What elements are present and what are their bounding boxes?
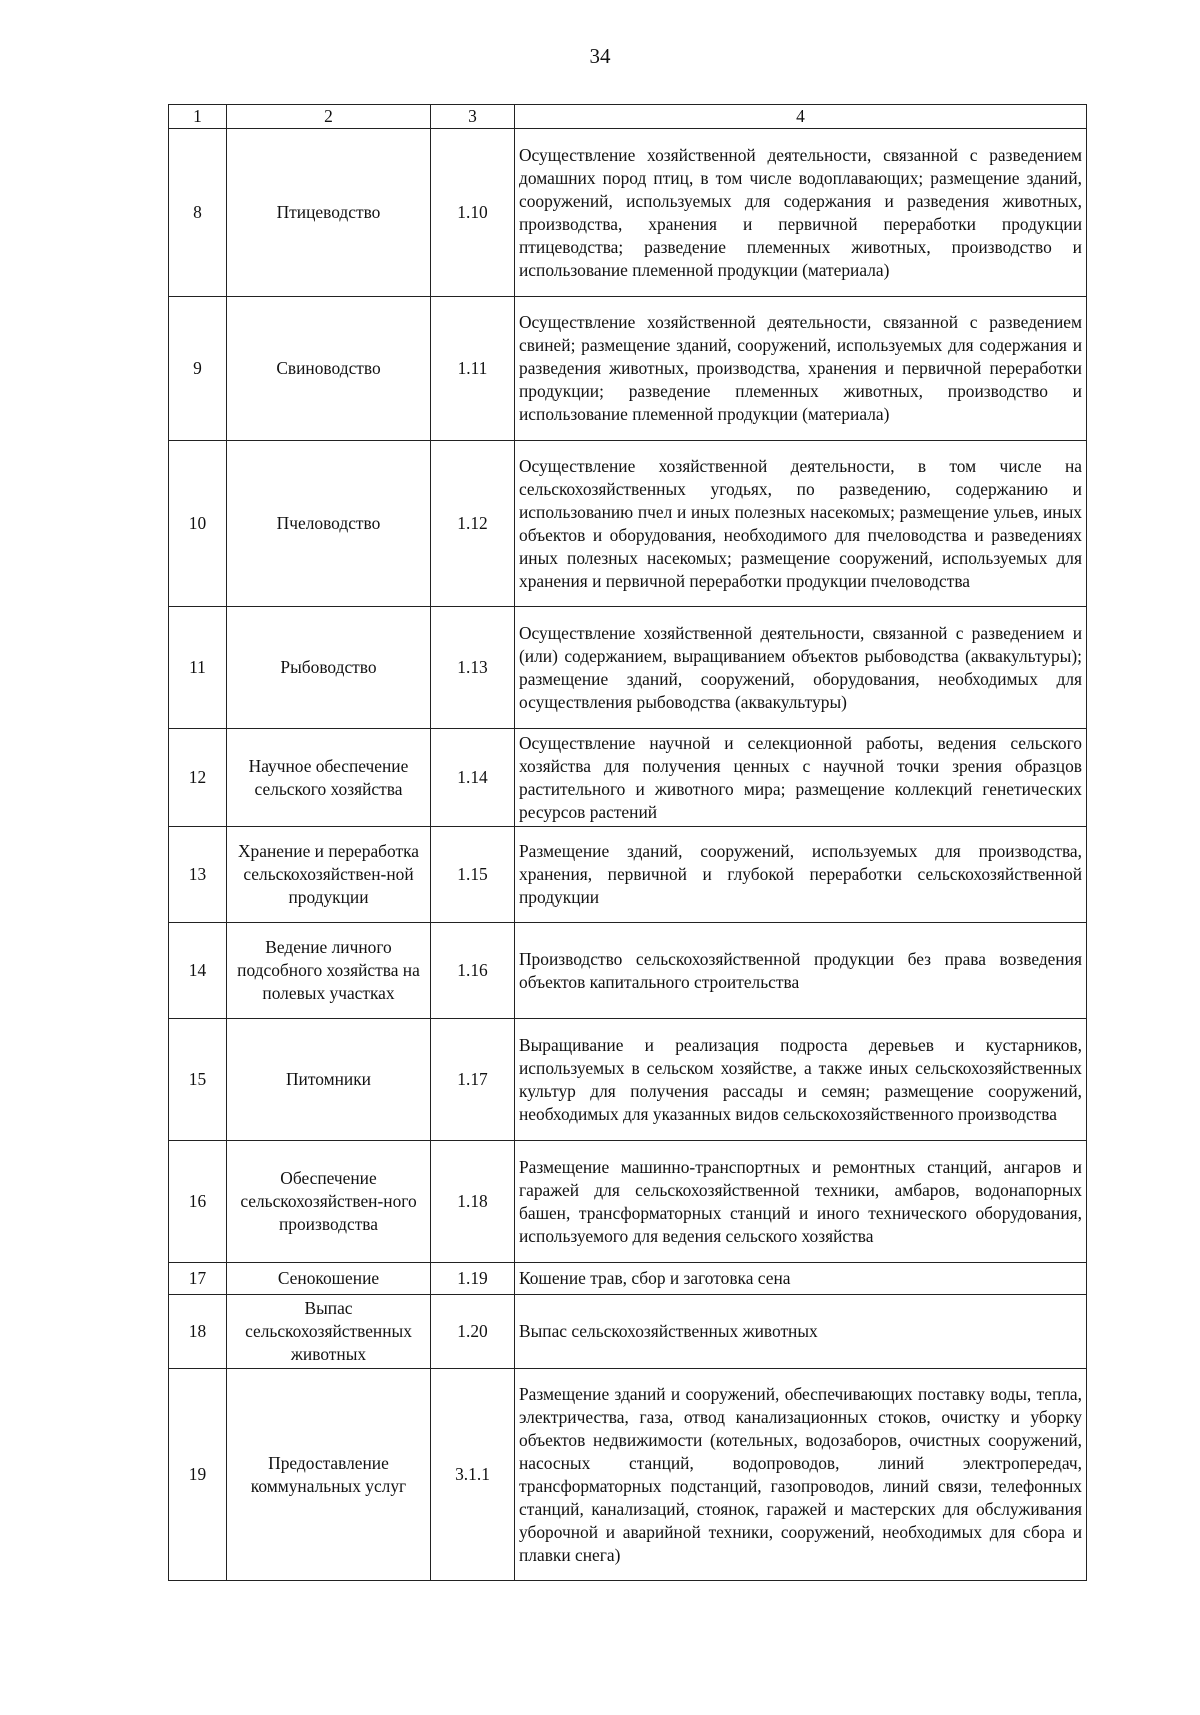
use-type-code: 1.13 xyxy=(431,607,515,729)
use-type-code: 1.17 xyxy=(431,1019,515,1141)
use-type-description: Размещение зданий и сооружений, обеспечивающих поставку воды, тепла, электричества, газа, отвод канализационных стоков, очистку и уборку объектов недвижимости (котельных, водозаборов, очистных сооружений, насосных станций, водопроводов, линий электропередач, трансформаторных подстанций, газопроводов, линий связи, телефонных станций, канализаций, стоянок, гаражей и мастерских для обслуживания уборочной и аварийной техники, сооружений, необходимых для сбора и плавки снега) xyxy=(515,1369,1087,1581)
use-type-name: Выпас сельскохозяйственных животных xyxy=(227,1295,431,1369)
use-type-name: Сенокошение xyxy=(227,1263,431,1295)
use-type-code: 1.20 xyxy=(431,1295,515,1369)
use-type-name: Птицеводство xyxy=(227,129,431,297)
use-type-description: Осуществление хозяйственной деятельности, в том числе на сельскохозяйственных угодьях, по разведению, содержанию и использованию пчел и иных полезных насекомых; размещение ульев, иных объектов и оборудования, необходимого для пчеловодства и разведениях иных полезных насекомых; размещение сооружений, используемых для хранения и первичной переработки продукции пчеловодства xyxy=(515,441,1087,607)
row-number: 10 xyxy=(169,441,227,607)
use-type-code: 1.19 xyxy=(431,1263,515,1295)
page-number: 34 xyxy=(589,44,611,68)
row-number: 18 xyxy=(169,1295,227,1369)
land-use-table xyxy=(168,104,1087,1581)
use-type-code: 1.16 xyxy=(431,923,515,1019)
column-header-4: 4 xyxy=(515,105,1087,129)
use-type-name: Пчеловодство xyxy=(227,441,431,607)
table-row xyxy=(169,1263,1087,1295)
use-type-code: 3.1.1 xyxy=(431,1369,515,1581)
row-number: 13 xyxy=(169,827,227,923)
row-number: 15 xyxy=(169,1019,227,1141)
use-type-description: Осуществление хозяйственной деятельности, связанной с разведением домашних пород птиц, в том числе водоплавающих; размещение зданий, сооружений, используемых для содержания и разведения животных, производства, хранения и первичной переработки продукции птицеводства; разведение племенных животных, производство и использование племенной продукции (материала) xyxy=(515,129,1087,297)
table-row xyxy=(169,1019,1087,1141)
table-row xyxy=(169,129,1087,297)
use-type-code: 1.10 xyxy=(431,129,515,297)
use-type-description: Размещение зданий, сооружений, используемых для производства, хранения, первичной и глубокой переработки сельскохозяйственной продукции xyxy=(515,827,1087,923)
use-type-description: Осуществление хозяйственной деятельности, связанной с разведением свиней; размещение зданий, сооружений, используемых для содержания и разведения животных, производства, хранения и первичной переработки продукции; разведение племенных животных, производство и использование племенной продукции (материала) xyxy=(515,297,1087,441)
use-type-description: Выращивание и реализация подроста деревьев и кустарников, используемых в сельском хозяйстве, а также иных сельскохозяйственных культур для получения рассады и семян; размещение сооружений, необходимых для указанных видов сельскохозяйственного производства xyxy=(515,1019,1087,1141)
table-row xyxy=(169,923,1087,1019)
use-type-code: 1.14 xyxy=(431,729,515,827)
row-number: 12 xyxy=(169,729,227,827)
use-type-name: Предоставление коммунальных услуг xyxy=(227,1369,431,1581)
row-number: 8 xyxy=(169,129,227,297)
use-type-name: Научное обеспечение сельского хозяйства xyxy=(227,729,431,827)
use-type-code: 1.18 xyxy=(431,1141,515,1263)
use-type-description: Осуществление хозяйственной деятельности, связанной с разведением и (или) содержанием, выращиванием объектов рыбоводства (аквакультуры); размещение зданий, сооружений, оборудования, необходимых для осуществления рыбоводства (аквакультуры) xyxy=(515,607,1087,729)
use-type-code: 1.11 xyxy=(431,297,515,441)
column-header-3: 3 xyxy=(431,105,515,129)
use-type-name: Свиноводство xyxy=(227,297,431,441)
row-number: 17 xyxy=(169,1263,227,1295)
row-number: 11 xyxy=(169,607,227,729)
use-type-description: Производство сельскохозяйственной продукции без права возведения объектов капитального строительства xyxy=(515,923,1087,1019)
use-type-name: Ведение личного подсобного хозяйства на полевых участках xyxy=(227,923,431,1019)
use-type-name: Обеспечение сельскохозяйствен-ного производства xyxy=(227,1141,431,1263)
row-number: 19 xyxy=(169,1369,227,1581)
use-type-description: Осуществление научной и селекционной работы, ведения сельского хозяйства для получения ценных с научной точки зрения образцов растительного и животного мира; размещение коллекций генетических ресурсов растений xyxy=(515,729,1087,827)
column-header-1: 1 xyxy=(169,105,227,129)
table-row xyxy=(169,297,1087,441)
table-row xyxy=(169,1295,1087,1369)
table-row xyxy=(169,1141,1087,1263)
use-type-description: Кошение трав, сбор и заготовка сена xyxy=(515,1263,1087,1295)
table-row xyxy=(169,827,1087,923)
table-row xyxy=(169,607,1087,729)
table-row xyxy=(169,441,1087,607)
row-number: 14 xyxy=(169,923,227,1019)
use-type-code: 1.12 xyxy=(431,441,515,607)
use-type-name: Рыбоводство xyxy=(227,607,431,729)
use-type-description: Выпас сельскохозяйственных животных xyxy=(515,1295,1087,1369)
use-type-name: Хранение и переработка сельскохозяйствен-ной продукции xyxy=(227,827,431,923)
row-number: 16 xyxy=(169,1141,227,1263)
column-header-2: 2 xyxy=(227,105,431,129)
use-type-code: 1.15 xyxy=(431,827,515,923)
table-header-row xyxy=(169,105,1087,129)
table-row xyxy=(169,729,1087,827)
use-type-description: Размещение машинно-транспортных и ремонтных станций, ангаров и гаражей для сельскохозяйственной техники, амбаров, водонапорных башен, трансформаторных станций и иного технического оборудования, используемого для ведения сельского хозяйства xyxy=(515,1141,1087,1263)
use-type-name: Питомники xyxy=(227,1019,431,1141)
row-number: 9 xyxy=(169,297,227,441)
table-row xyxy=(169,1369,1087,1581)
